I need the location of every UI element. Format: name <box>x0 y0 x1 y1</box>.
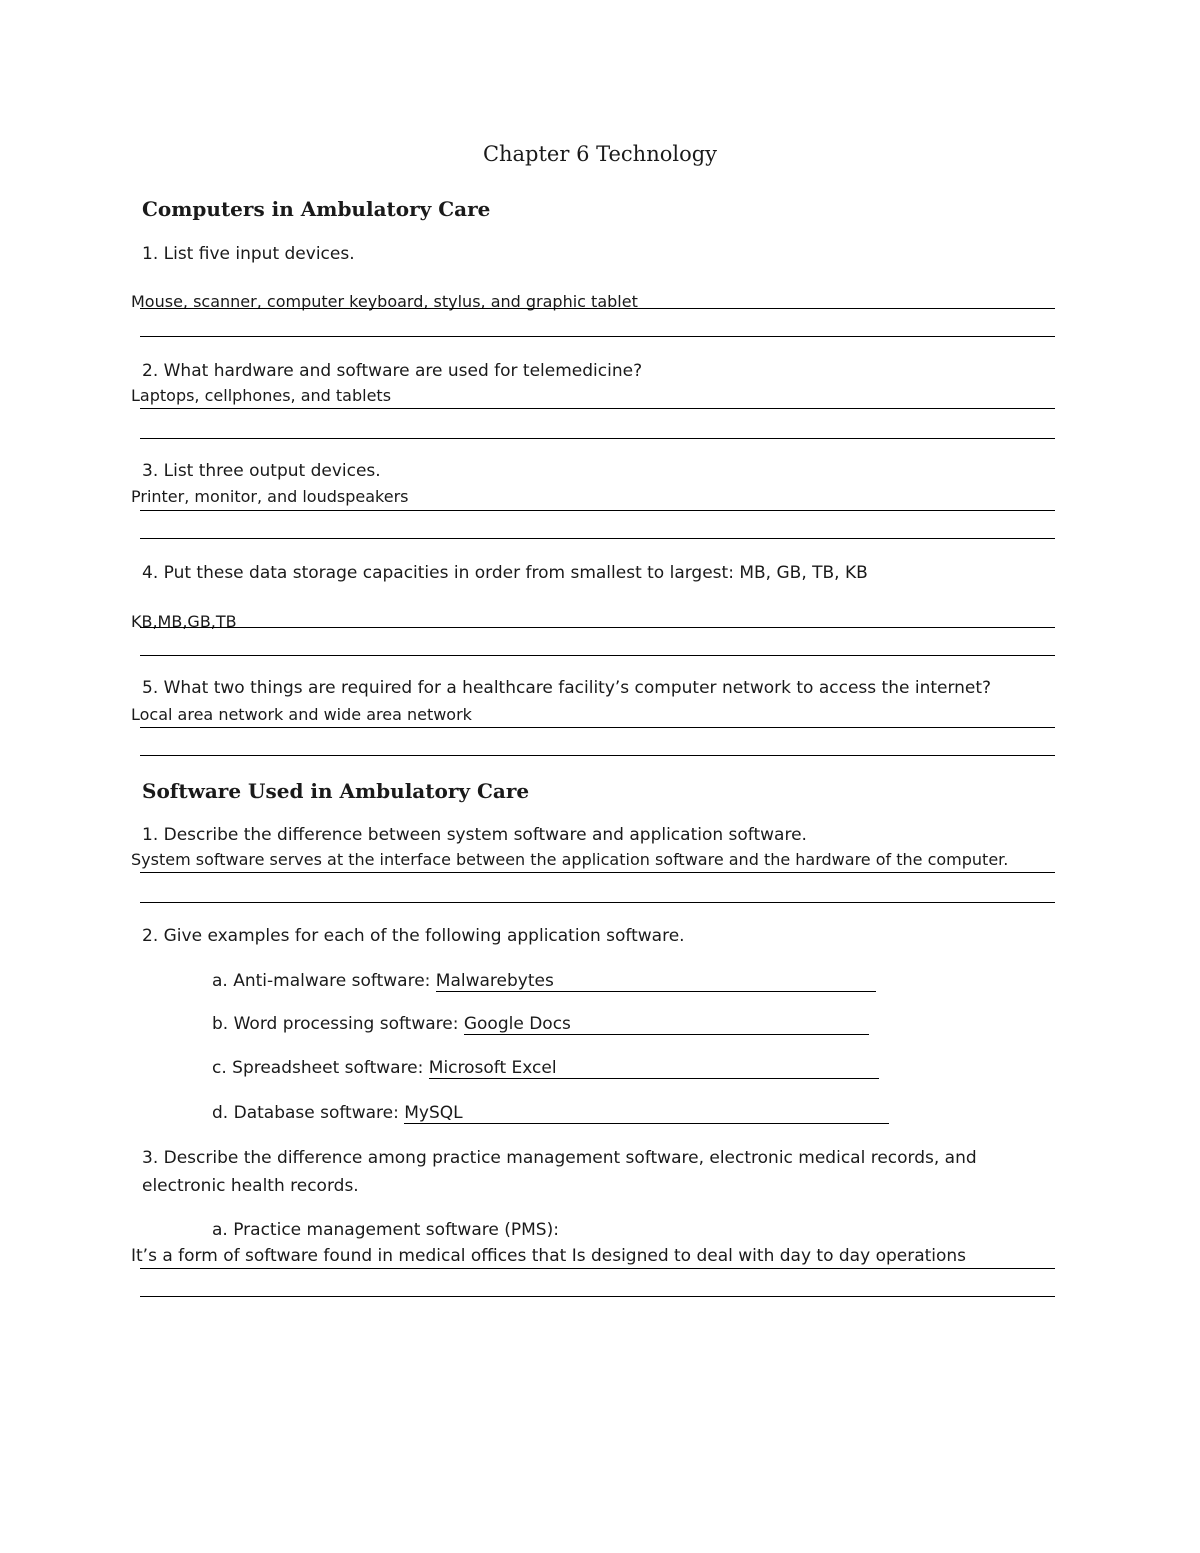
question-s2-examples: 2. Give examples for each of the following application software. <box>142 926 685 946</box>
question-4-storage-order: 4. Put these data storage capacities in order from smallest to largest: MB, GB, TB, KB <box>142 563 868 583</box>
answer-5-network[interactable]: Local area network and wide area network <box>131 705 472 724</box>
answer-line <box>140 510 1055 511</box>
answer-line <box>140 655 1055 656</box>
answer-1-input-devices[interactable]: Mouse, scanner, computer keyboard, stylus, and graphic tablet <box>131 292 638 311</box>
question-s3-sub-a: a. Practice management software (PMS): <box>212 1220 559 1240</box>
answer-line <box>140 727 1055 728</box>
example-answer-field[interactable]: Microsoft Excel <box>429 1059 879 1079</box>
example-database <box>212 1103 889 1124</box>
example-spreadsheet <box>212 1058 879 1079</box>
page-title: Chapter 6 Technology <box>482 142 718 166</box>
answer-line <box>140 1296 1055 1297</box>
question-3-output-devices: 3. List three output devices. <box>142 461 381 481</box>
answer-3-output-devices[interactable]: Printer, monitor, and loudspeakers <box>131 487 409 506</box>
example-anti-malware <box>212 971 876 992</box>
question-s3-line2: electronic health records. <box>142 1176 359 1196</box>
example-word-processing <box>212 1014 869 1035</box>
example-answer-field[interactable]: Malwarebytes <box>436 972 876 992</box>
answer-line <box>140 755 1055 756</box>
section-heading-computers: Computers in Ambulatory Care <box>142 197 491 221</box>
example-label: d. Database software: <box>212 1103 405 1123</box>
answer-s3-pms[interactable]: It’s a form of software found in medical offices that Is designed to deal with day to day operations <box>131 1246 967 1266</box>
example-answer-field[interactable]: Google Docs <box>464 1015 869 1035</box>
answer-4-storage-order[interactable]: KB,MB,GB,TB <box>131 612 237 631</box>
question-1-input-devices: 1. List five input devices. <box>142 244 355 264</box>
answer-s1-system-vs-application[interactable]: System software serves at the interface between the application software and the hardware of the computer. <box>131 850 1009 869</box>
answer-2-telemedicine[interactable]: Laptops, cellphones, and tablets <box>131 386 392 405</box>
example-label: c. Spreadsheet software: <box>212 1058 429 1078</box>
question-5-network: 5. What two things are required for a healthcare facility’s computer network to access the internet? <box>142 678 992 698</box>
question-s3-line1: 3. Describe the difference among practice management software, electronic medical records, and <box>142 1148 977 1168</box>
answer-line <box>140 627 1055 628</box>
answer-line <box>140 438 1055 439</box>
answer-line <box>140 872 1055 873</box>
answer-line <box>140 1268 1055 1269</box>
example-answer-field[interactable]: MySQL <box>404 1104 889 1124</box>
section-heading-software: Software Used in Ambulatory Care <box>142 779 530 803</box>
answer-line <box>140 538 1055 539</box>
example-label: b. Word processing software: <box>212 1014 464 1034</box>
question-s1-system-vs-application: 1. Describe the difference between system software and application software. <box>142 825 807 845</box>
answer-line <box>140 308 1055 309</box>
answer-line <box>140 336 1055 337</box>
question-2-telemedicine: 2. What hardware and software are used for telemedicine? <box>142 361 643 381</box>
answer-line <box>140 408 1055 409</box>
answer-line <box>140 902 1055 903</box>
example-label: a. Anti-malware software: <box>212 971 436 991</box>
